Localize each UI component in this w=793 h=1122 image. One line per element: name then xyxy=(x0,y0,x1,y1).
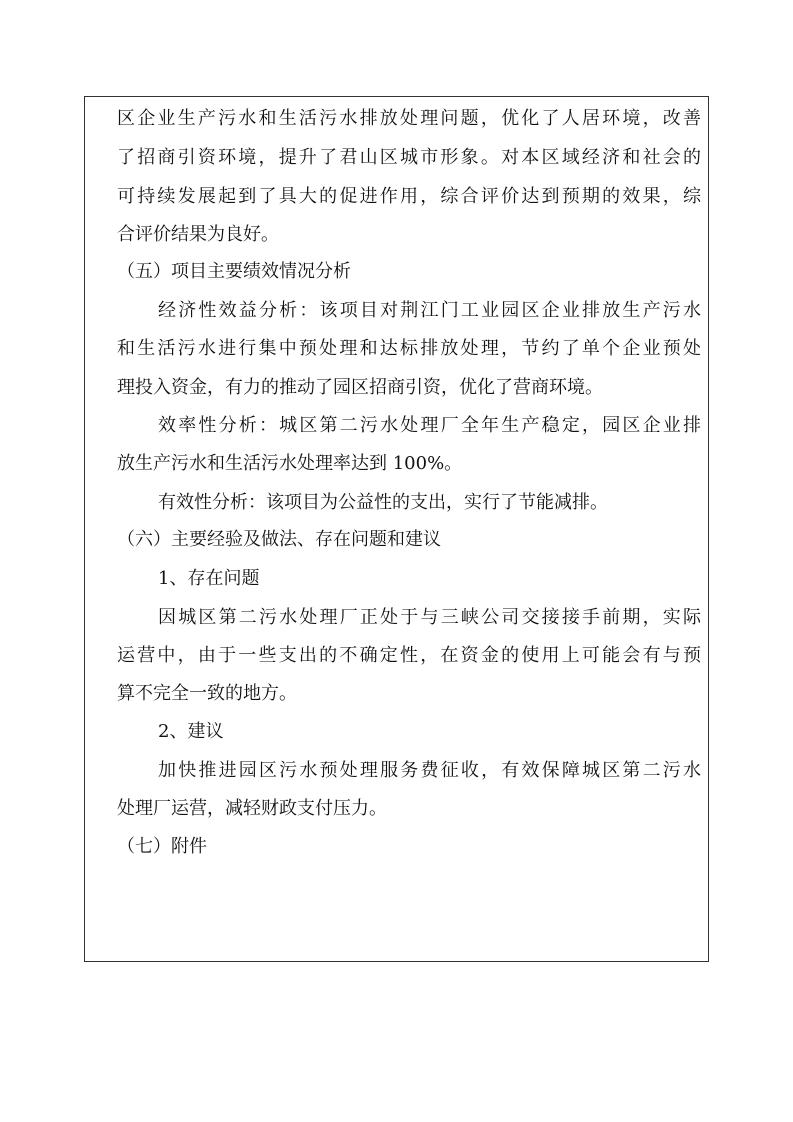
paragraph-line: 算不完全一致的地方。 xyxy=(117,683,297,704)
paragraph-line: 加快推进园区污水预处理服务费征收，有效保障城区第二污水 xyxy=(158,760,701,781)
paragraph-line: 效率性分析：城区第二污水处理厂全年生产稳定，园区企业排 xyxy=(158,415,701,436)
paragraph-line: 了招商引资环境，提升了君山区城市形象。对本区域经济和社会的 xyxy=(117,147,701,168)
paragraph-line: 有效性分析：该项目为公益性的支出，实行了节能减排。 xyxy=(158,492,608,513)
paragraph-line: 处理厂运营，减轻财政支付压力。 xyxy=(117,798,387,819)
paragraph-line: 经济性效益分析：该项目对荆江门工业园区企业排放生产污水 xyxy=(158,300,701,321)
subsection-title: 2、建议 xyxy=(158,721,224,742)
paragraph-line: 可持续发展起到了具大的促进作用，综合评价达到预期的效果，综 xyxy=(117,186,701,207)
paragraph-line: 运营中，由于一些支出的不确定性，在资金的使用上可能会有与预 xyxy=(117,645,701,666)
subsection-title: 1、存在问题 xyxy=(158,568,260,589)
paragraph-line: 和生活污水进行集中预处理和达标排放处理，节约了单个企业预处 xyxy=(117,338,701,359)
paragraph-line: 放生产污水和生活污水处理率达到 100%。 xyxy=(117,453,463,474)
paragraph-line: 合评价结果为良好。 xyxy=(117,224,279,245)
section-heading: （六）主要经验及做法、存在问题和建议 xyxy=(117,529,441,550)
section-heading: （七）附件 xyxy=(117,836,207,857)
section-heading: （五）项目主要绩效情况分析 xyxy=(117,261,351,282)
paragraph-line: 区企业生产污水和生活污水排放处理问题，优化了人居环境，改善 xyxy=(117,108,701,129)
paragraph-line: 因城区第二污水处理厂正处于与三峡公司交接接手前期，实际 xyxy=(158,607,701,628)
paragraph-line: 理投入资金，有力的推动了园区招商引资，优化了营商环境。 xyxy=(117,377,603,398)
